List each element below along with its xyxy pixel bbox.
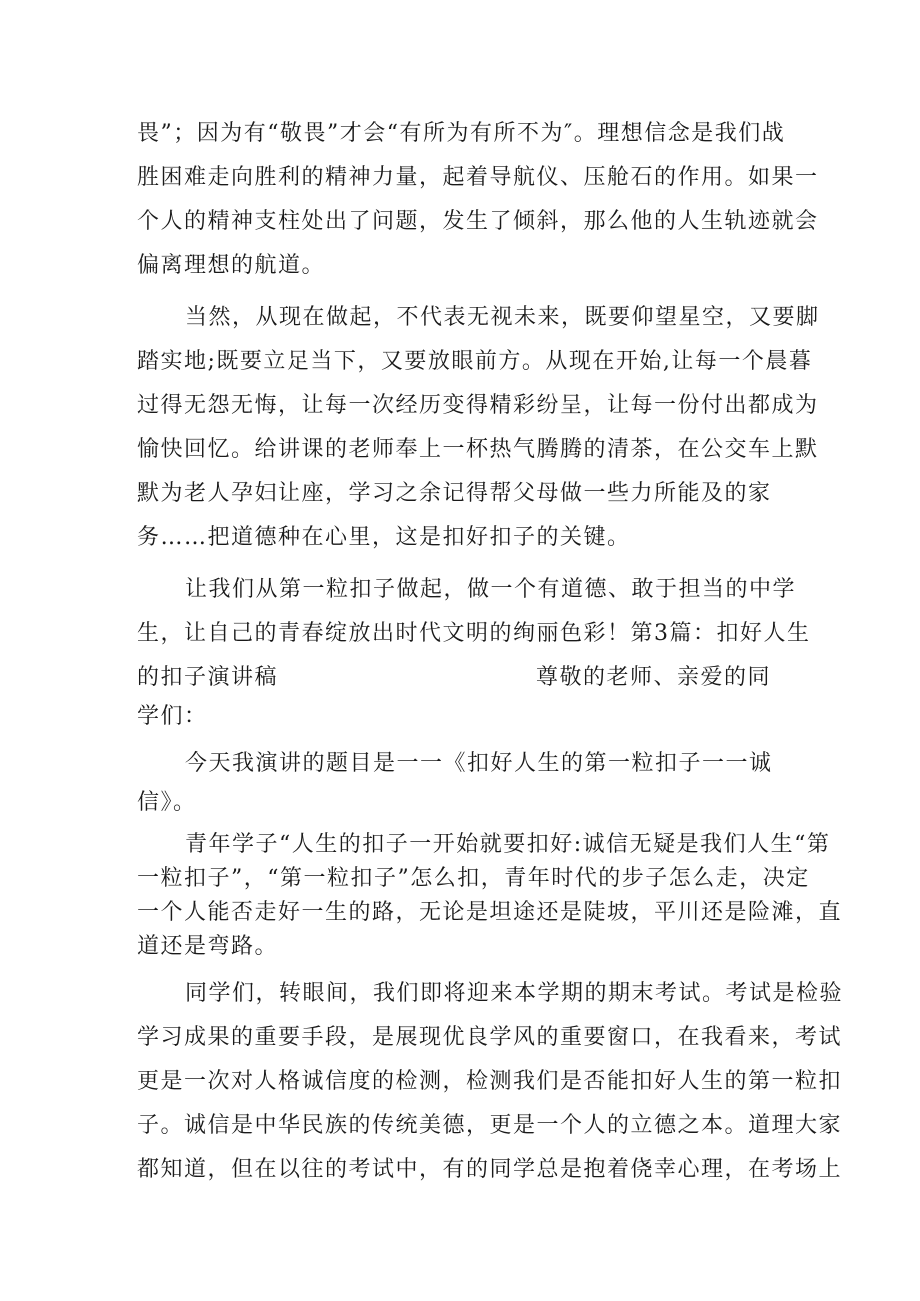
text-line: 青年学子“人生的扣子一开始就要扣好:诚信无疑是我们人生“第 <box>185 832 831 857</box>
text-line: 当然，从现在做起，不代表无视未来，既要仰望星空，又要脚 <box>185 305 820 330</box>
body-text <box>137 112 844 1192</box>
text-line: 胜困难走向胜利的精神力量，起着导航仪、压舱石的作用。如果一 <box>137 165 819 190</box>
text-line: 务……把道德种在心里，这是扣好扣子的关键。 <box>137 525 631 550</box>
text-line: 同学们，转眼间，我们即将迎来本学期的期末考试。考试是检验 <box>185 981 844 1006</box>
text-line: 默为老人孕妇让座，学习之余记得帮父母做一些力所能及的家 <box>137 481 772 506</box>
text-line: 信》。 <box>137 790 197 815</box>
text-line: 都知道，但在以往的考试中，有的同学总是抱着侥幸心理，在考场上 <box>137 1157 843 1182</box>
text-line: 学们： <box>137 704 208 729</box>
text-line: 畏”；因为有“敬畏”才会“有所为有所不为″。理想信念是我们战 <box>137 121 786 146</box>
text-line: 愉快回忆。给讲课的老师奉上一杯热气腾腾的清茶，在公交车上默 <box>137 437 819 462</box>
text-line: 学习成果的重要手段，是展现优良学风的重要窗口，在我看来，考试 <box>137 1025 843 1050</box>
text-line: 子。诚信是中华民族的传统美德，更是一个人的立德之本。道理大家 <box>137 1113 843 1138</box>
text-line: 生，让自己的青春绽放出时代文明的绚丽色彩！第3篇：扣好人生 <box>137 621 811 646</box>
text-line <box>137 656 787 700</box>
text-line: 让我们从第一粒扣子做起，做一个有道德、敢于担当的中学 <box>185 577 797 602</box>
heading-fragment: 的扣子演讲稿 <box>137 665 279 690</box>
text-line: 踏实地;既要立足当下，又要放眼前方。从现在开始,让每一个晨暮 <box>137 349 813 374</box>
text-line: 个人的精神支柱处出了问题，发生了倾斜，那么他的人生轨迹就会 <box>137 209 819 234</box>
text-line: 一粒扣子”，“第一粒扣子”怎么扣，青年时代的步子怎么走，决定 <box>137 866 810 891</box>
text-line: 一个人能否走好一生的路，无论是坦途还是陡坡，平川还是险滩，直 <box>137 900 843 925</box>
text-line: 过得无怨无悔，让每一次经历变得精彩纷呈，让每一份付出都成为 <box>137 393 819 418</box>
salutation-fragment: 尊敬的老师、亲爱的同 <box>536 665 772 690</box>
text-line: 道还是弯路。 <box>137 934 279 959</box>
text-line: 今天我演讲的题目是一一《扣好人生的第一粒扣子一一诚 <box>185 751 773 776</box>
text-line: 更是一次对人格诚信度的检测，检测我们是否能扣好人生的第一粒扣 <box>137 1069 843 1094</box>
text-line: 偏离理想的航道。 <box>137 253 326 278</box>
